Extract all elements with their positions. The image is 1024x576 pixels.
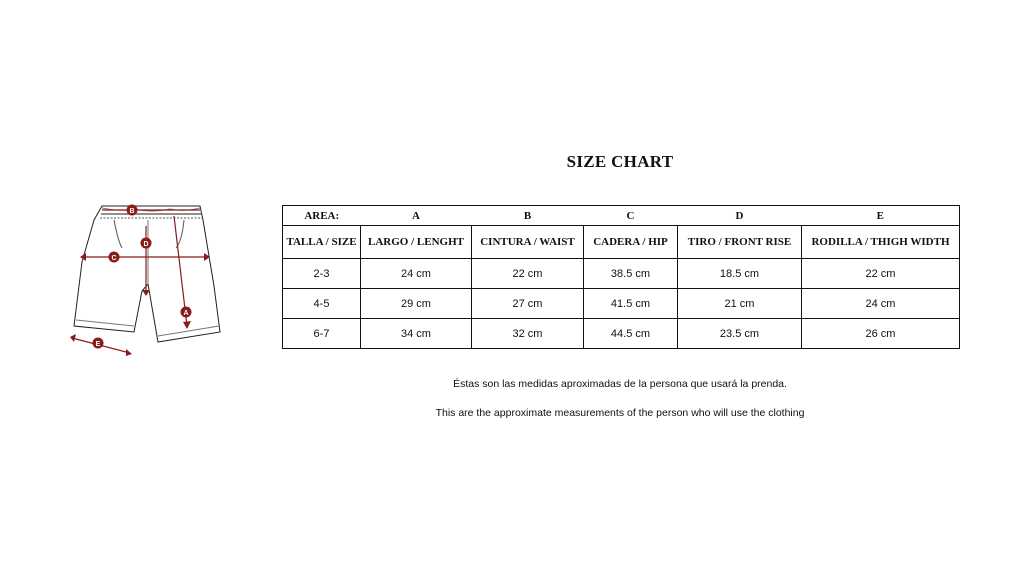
area-row	[283, 206, 960, 226]
header-length: LARGO / LENGHT	[361, 226, 472, 259]
area-label: AREA:	[283, 206, 361, 226]
label-e	[93, 338, 104, 349]
table-cell: 4-5	[283, 289, 361, 319]
header-front-rise: TIRO / FRONT RISE	[678, 226, 802, 259]
table-cell: 32 cm	[472, 319, 584, 349]
table-row	[283, 289, 960, 319]
table-cell: 24 cm	[802, 289, 960, 319]
label-a	[181, 307, 192, 318]
area-a: A	[361, 206, 472, 226]
table-cell: 44.5 cm	[584, 319, 678, 349]
shorts-outline	[74, 206, 220, 342]
size-chart-table	[282, 205, 960, 349]
label-b	[127, 205, 138, 216]
table-row	[283, 259, 960, 289]
table-cell: 27 cm	[472, 289, 584, 319]
header-size: TALLA / SIZE	[283, 226, 361, 259]
svg-text:E: E	[95, 341, 101, 348]
header-hip: CADERA / HIP	[584, 226, 678, 259]
label-d	[141, 238, 152, 249]
note-english: This are the approximate measurements of the person who will use the clothing	[435, 407, 805, 419]
table-cell: 2-3	[283, 259, 361, 289]
label-c	[109, 252, 120, 263]
svg-text:A: A	[183, 310, 189, 317]
table-cell: 22 cm	[802, 259, 960, 289]
table-cell: 26 cm	[802, 319, 960, 349]
header-thigh-width: RODILLA / THIGH WIDTH	[802, 226, 960, 259]
table-cell: 41.5 cm	[584, 289, 678, 319]
table-cell: 29 cm	[361, 289, 472, 319]
area-b: B	[472, 206, 584, 226]
table-cell: 38.5 cm	[584, 259, 678, 289]
table-cell: 24 cm	[361, 259, 472, 289]
table-cell: 18.5 cm	[678, 259, 802, 289]
shorts-diagram	[62, 196, 232, 362]
table-cell: 34 cm	[361, 319, 472, 349]
table-cell: 21 cm	[678, 289, 802, 319]
svg-text:C: C	[111, 255, 117, 262]
svg-text:B: B	[129, 208, 135, 215]
table-row	[283, 319, 960, 349]
area-c: C	[584, 206, 678, 226]
table-cell: 6-7	[283, 319, 361, 349]
page-title: SIZE CHART	[566, 152, 674, 171]
svg-text:D: D	[143, 241, 149, 248]
table-cell: 22 cm	[472, 259, 584, 289]
area-e: E	[802, 206, 960, 226]
table-cell: 23.5 cm	[678, 319, 802, 349]
header-row	[283, 226, 960, 259]
header-waist: CINTURA / WAIST	[472, 226, 584, 259]
note-spanish: Éstas son las medidas aproximadas de la persona que usará la prenda.	[453, 378, 787, 390]
area-d: D	[678, 206, 802, 226]
